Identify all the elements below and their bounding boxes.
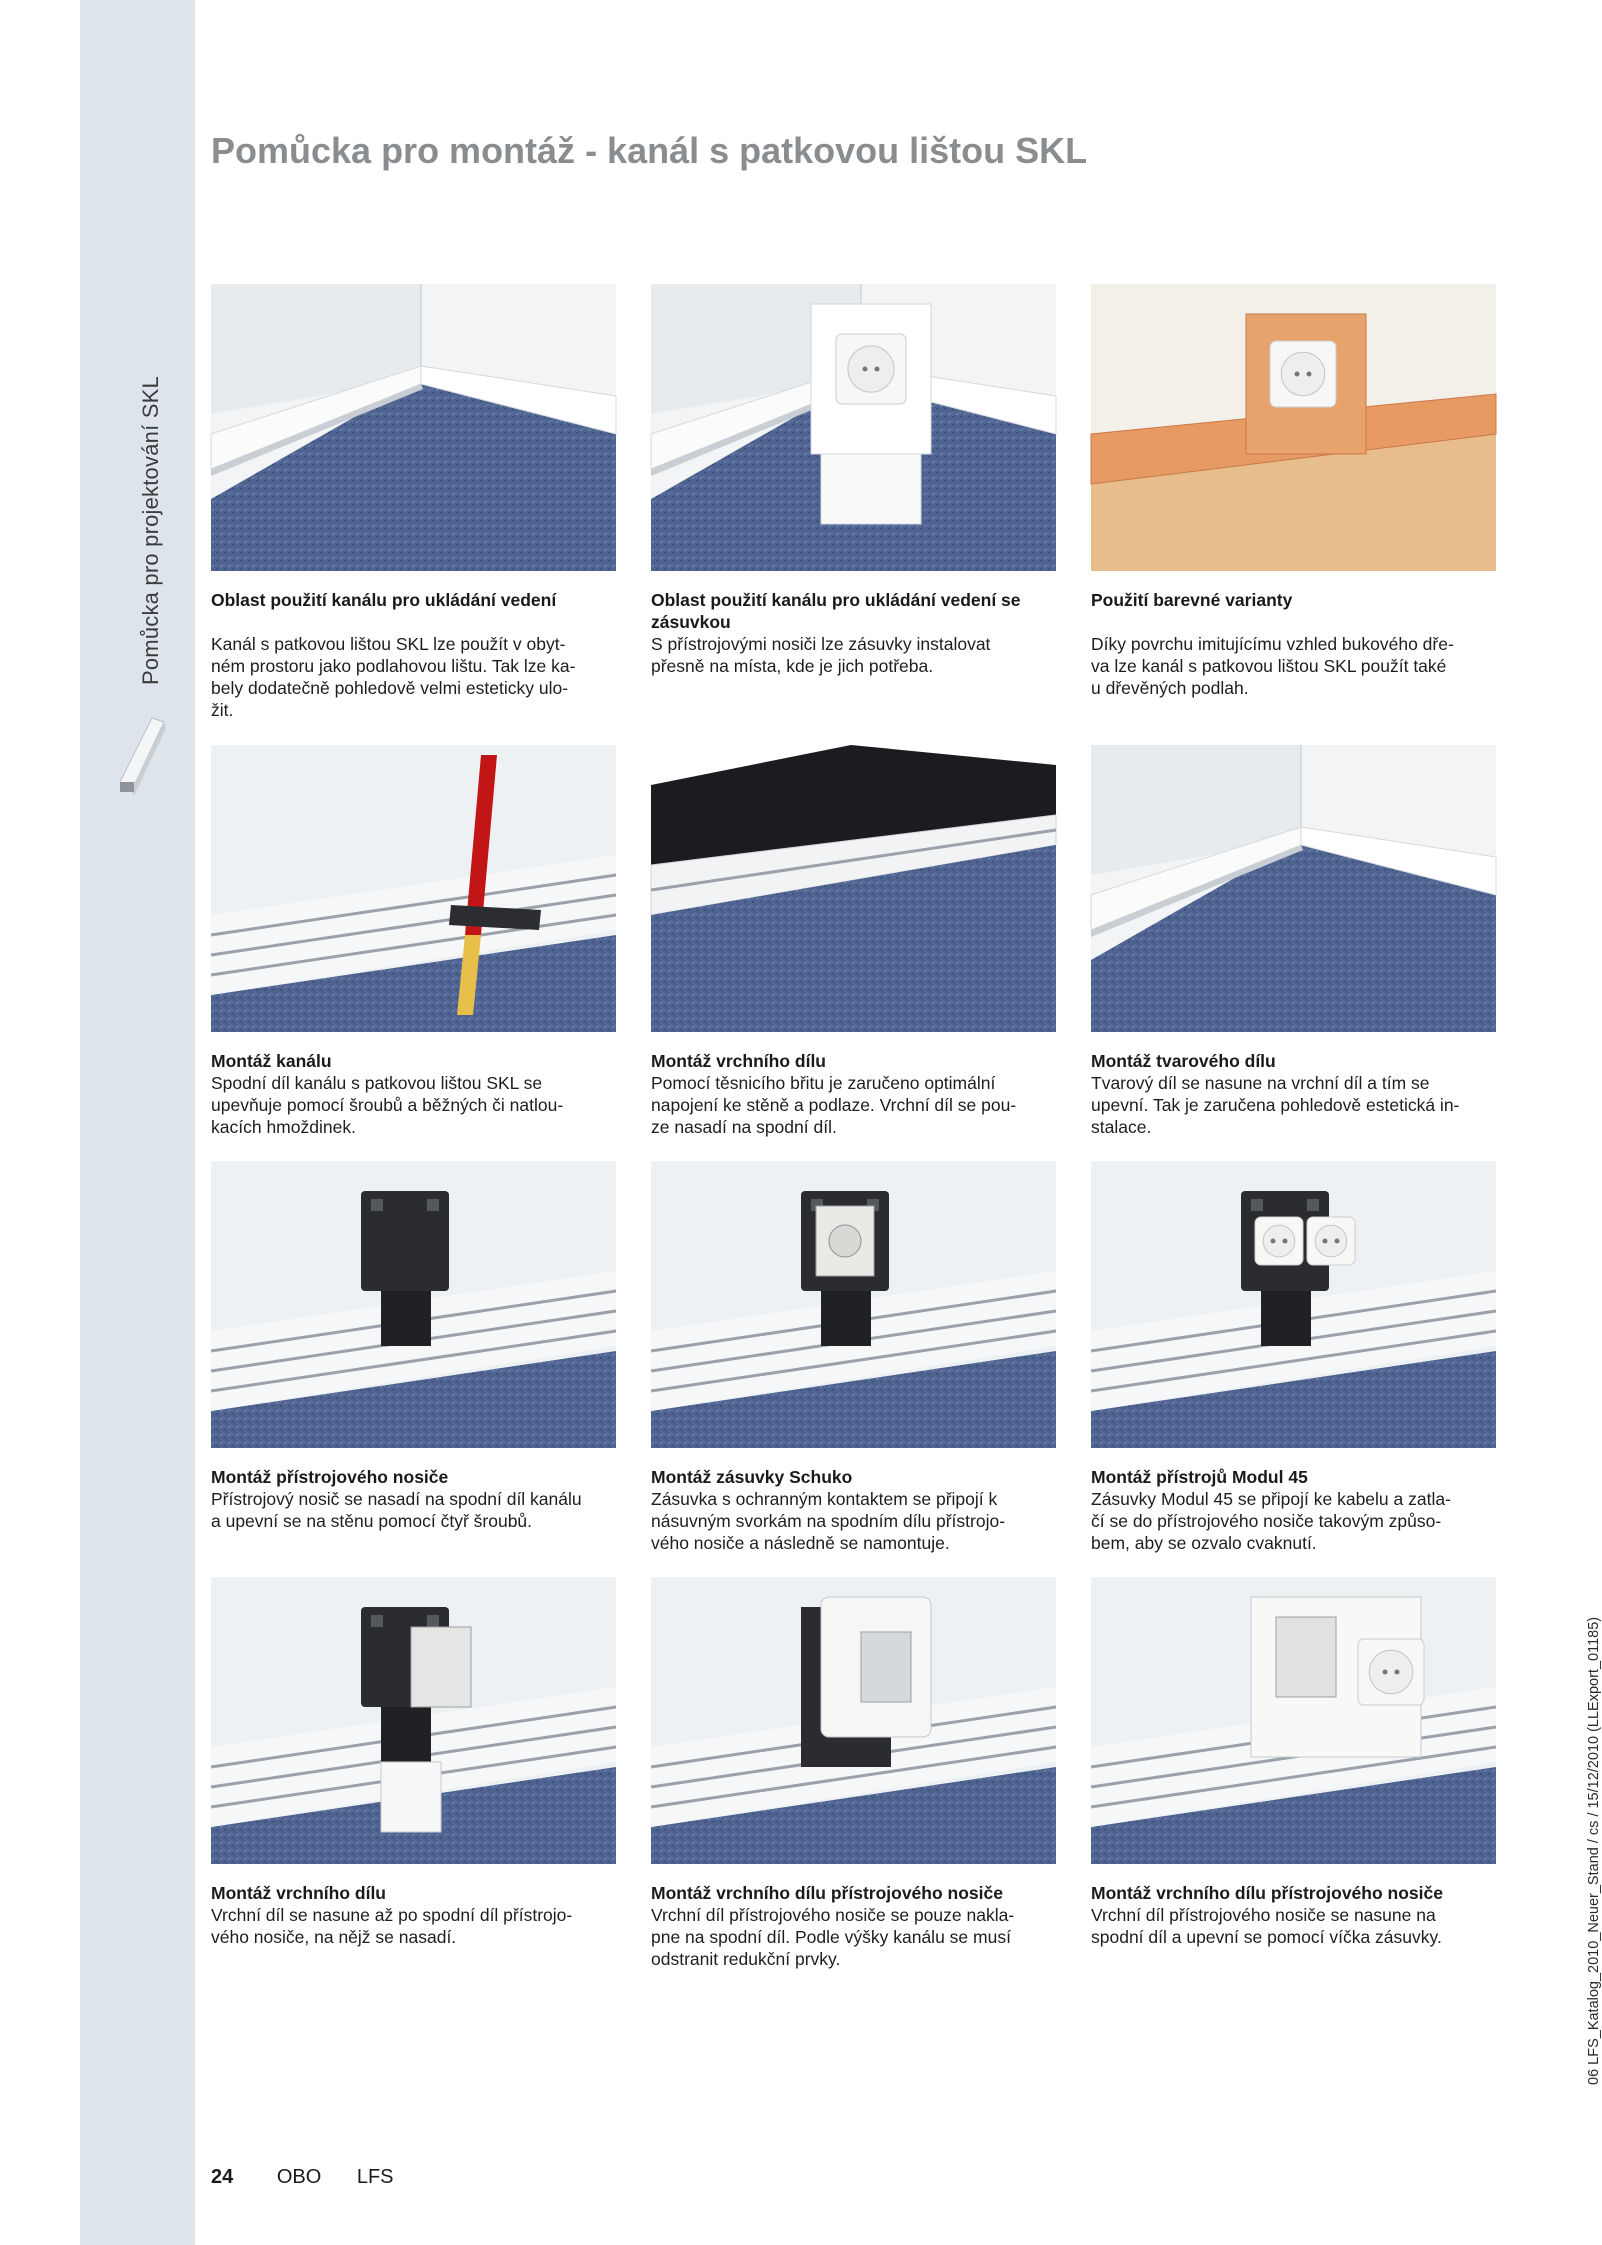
- description-line: Spodní díl kanálu s patkovou lištou SKL se: [211, 1073, 543, 1093]
- card-title: Montáž přístrojů Modul 45: [1091, 1467, 1308, 1487]
- card-description: [211, 1904, 616, 1948]
- description-line: Kanál s patkovou lištou SKL lze použít v obyt-: [211, 634, 566, 654]
- side-section-label: Pomůcka pro projektování SKL: [138, 376, 163, 685]
- description-line: napojení ke stěně a podlaze. Vrchní díl se pou-: [651, 1095, 1017, 1115]
- card-description: [651, 1072, 1056, 1138]
- installation-photo: [1091, 284, 1496, 571]
- card-title: Montáž vrchního dílu přístrojového nosiče: [1091, 1883, 1443, 1903]
- instruction-card: [211, 1577, 616, 1948]
- description-line: Zásuvky Modul 45 se připojí ke kabelu a zatla-: [1091, 1489, 1451, 1509]
- description-line: pne na spodní díl. Podle výšky kanálu se musí: [651, 1927, 1011, 1947]
- description-line: násuvným svorkám na spodním dílu přístrojo-: [651, 1511, 1006, 1531]
- description-line: va lze kanál s patkovou lištou SKL použít také: [1091, 656, 1447, 676]
- instruction-card: [211, 745, 616, 1138]
- description-line: upevní. Tak je zaručena pohledově estetická in-: [1091, 1095, 1460, 1115]
- card-description: [211, 633, 616, 721]
- card-description: [1091, 1904, 1496, 1948]
- instruction-card: [1091, 1161, 1496, 1554]
- installation-photo: [211, 1161, 616, 1448]
- description-line: žit.: [211, 700, 234, 720]
- description-line: Tvarový díl se nasune na vrchní díl a tím se: [1091, 1073, 1430, 1093]
- description-line: a upevní se na stěnu pomocí čtyř šroubů.: [211, 1511, 533, 1531]
- description-line: Vrchní díl přístrojového nosiče se nasune na: [1091, 1905, 1436, 1925]
- card-description: [1091, 633, 1496, 699]
- installation-photo: [651, 1577, 1056, 1864]
- card-title: Použití barevné varianty: [1091, 590, 1293, 610]
- left-margin-band: [80, 0, 195, 2245]
- description-line: Zásuvka s ochranným kontaktem se připojí k: [651, 1489, 998, 1509]
- card-title: Montáž vrchního dílu: [651, 1051, 826, 1071]
- instruction-card: [651, 745, 1056, 1138]
- installation-photo: [651, 284, 1056, 571]
- installation-photo: [1091, 745, 1496, 1032]
- document-reference: 06 LFS_Katalog_2010_Neuer_Stand / cs / 15/12/2010 (LLExport_01185): [1586, 1616, 1602, 2085]
- card-title: Montáž vrchního dílu: [211, 1883, 386, 1903]
- description-line: upevňuje pomocí šroubů a běžných či natlou-: [211, 1095, 564, 1115]
- card-description: [1091, 1488, 1496, 1554]
- description-line: S přístrojovými nosiči lze zásuvky instalovat: [651, 634, 991, 654]
- instruction-card: [651, 1577, 1056, 1970]
- instruction-card: [651, 284, 1056, 677]
- card-description: [211, 1488, 616, 1532]
- card-title: Montáž zásuvky Schuko: [651, 1467, 853, 1487]
- card-title: Oblast použití kanálu pro ukládání vedení se zásuvkou: [651, 590, 1021, 632]
- description-line: ném prostoru jako podlahovou lištu. Tak lze ka-: [211, 656, 576, 676]
- description-line: stalace.: [1091, 1117, 1152, 1137]
- card-description: [651, 633, 1056, 677]
- instruction-card: [651, 1161, 1056, 1554]
- card-description: [651, 1488, 1056, 1554]
- page-title: Pomůcka pro montáž - kanál s patkovou lištou SKL: [211, 130, 1088, 171]
- card-title: Montáž vrchního dílu přístrojového nosiče: [651, 1883, 1003, 1903]
- description-line: Díky povrchu imitujícímu vzhled bukového dře-: [1091, 634, 1454, 654]
- description-line: kacích hmoždinek.: [211, 1117, 356, 1137]
- instruction-card: [1091, 1577, 1496, 1948]
- description-line: u dřevěných podlah.: [1091, 678, 1249, 698]
- card-description: [211, 1072, 616, 1138]
- card-description: [1091, 1072, 1496, 1138]
- installation-photo: [211, 284, 616, 571]
- description-line: odstranit redukční prvky.: [651, 1949, 841, 1969]
- description-line: Pomocí těsnicího břitu je zaručeno optimální: [651, 1073, 996, 1093]
- description-line: ze nasadí na spodní díl.: [651, 1117, 837, 1137]
- installation-photo: [211, 1577, 616, 1864]
- description-line: bem, aby se ozvalo cvaknutí.: [1091, 1533, 1317, 1553]
- instruction-card: [1091, 284, 1496, 699]
- page-number: 24: [211, 2166, 234, 2188]
- description-line: Přístrojový nosič se nasadí na spodní díl kanálu: [211, 1489, 582, 1509]
- installation-photo: [651, 1161, 1056, 1448]
- installation-photo: [211, 745, 616, 1032]
- card-title: Oblast použití kanálu pro ukládání vedení: [211, 590, 557, 610]
- instruction-card: [1091, 745, 1496, 1138]
- card-title: Montáž tvarového dílu: [1091, 1051, 1276, 1071]
- card-description: [651, 1904, 1056, 1970]
- instruction-card: [211, 284, 616, 721]
- description-line: čí se do přístrojového nosiče takovým způso-: [1091, 1511, 1442, 1531]
- channel-profile-icon: [112, 712, 170, 798]
- footer-brand: OBO: [276, 2166, 322, 2188]
- instruction-card: [211, 1161, 616, 1532]
- footer-section: LFS: [356, 2166, 394, 2188]
- description-line: bely dodatečně pohledově velmi esteticky ulo-: [211, 678, 569, 698]
- footer: [211, 2166, 394, 2189]
- description-line: vého nosiče, na nějž se nasadí.: [211, 1927, 457, 1947]
- description-line: Vrchní díl přístrojového nosiče se pouze nakla-: [651, 1905, 1015, 1925]
- card-title: Montáž kanálu: [211, 1051, 332, 1071]
- description-line: Vrchní díl se nasune až po spodní díl přístrojo-: [211, 1905, 573, 1925]
- card-title: Montáž přístrojového nosiče: [211, 1467, 449, 1487]
- installation-photo: [651, 745, 1056, 1032]
- installation-photo: [1091, 1577, 1496, 1864]
- description-line: vého nosiče a následně se namontuje.: [651, 1533, 950, 1553]
- installation-photo: [1091, 1161, 1496, 1448]
- description-line: přesně na místa, kde je jich potřeba.: [651, 656, 934, 676]
- description-line: spodní díl a upevní se pomocí víčka zásuvky.: [1091, 1927, 1442, 1947]
